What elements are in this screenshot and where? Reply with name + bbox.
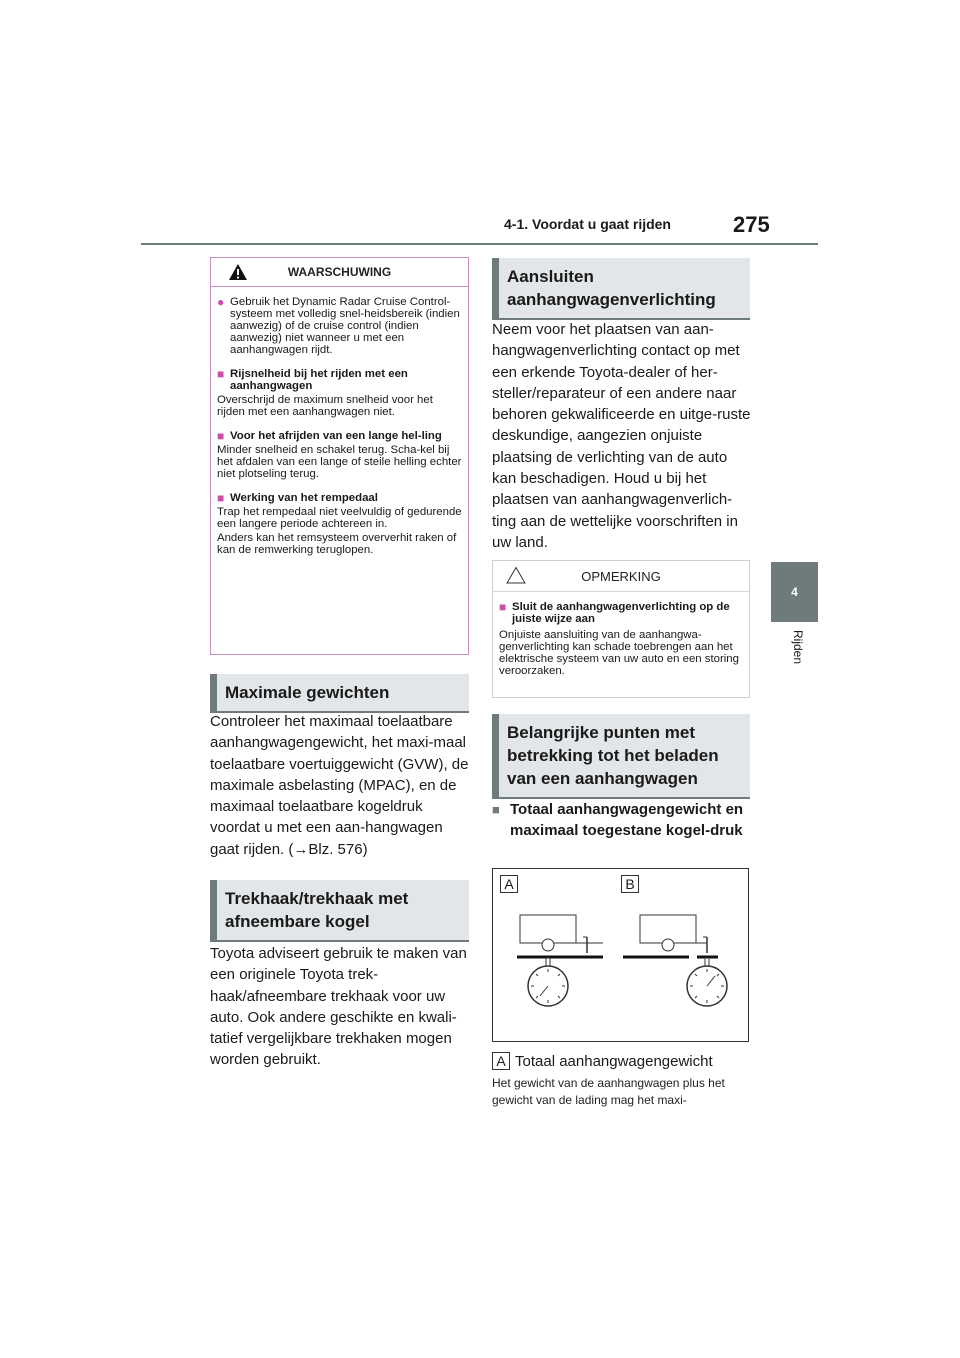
section-heading-hitch: Trekhaak/trekhaak met afneembare kogel bbox=[210, 880, 469, 942]
trailer-weight-diagram bbox=[492, 868, 749, 1042]
warning-header bbox=[211, 258, 468, 287]
header-divider bbox=[141, 243, 818, 245]
warning-item-text: Gebruik het Dynamic Radar Cruise Control-systeem met volledig snel-heidsbereik (indien aanwezig) of de cruise control (indien aanwezig) niet wanneer u met een aanhangwagen rijdt. bbox=[230, 296, 460, 356]
caption-label: A bbox=[492, 1052, 510, 1070]
note-item bbox=[499, 601, 743, 625]
warning-title: WAARSCHUWING bbox=[287, 265, 392, 279]
warning-item-title: Voor het afrijden van een lange hel-ling bbox=[230, 430, 442, 442]
section-title: 4-1. Voordat u gaat rijden bbox=[504, 216, 671, 232]
warning-item bbox=[217, 368, 462, 392]
warning-item bbox=[217, 296, 462, 356]
section-heading-lights: Aansluiten aanhangwagenverlichting bbox=[492, 258, 750, 320]
caution-triangle-icon bbox=[506, 566, 526, 584]
note-title: OPMERKING bbox=[581, 568, 661, 584]
note-box bbox=[492, 560, 750, 698]
square-bullet-icon: ■ bbox=[217, 491, 225, 505]
warning-item-title: Rijsnelheid bij het rijden met een aanhangwagen bbox=[230, 368, 408, 392]
warning-item bbox=[217, 430, 462, 442]
warning-body bbox=[211, 287, 468, 556]
note-body bbox=[493, 592, 749, 677]
trailer-scales-illustration bbox=[493, 869, 748, 1041]
warning-box bbox=[210, 257, 469, 655]
caption-title: Totaal aanhangwagengewicht bbox=[515, 1052, 713, 1070]
lights-text: Neem voor het plaatsen van aan-hangwagenverlichting contact op met een erkende Toyota-dealer of her-steller/reparateur of een andere naar behoren gekwalificeerde en uitge-ruste deskundige, aangezien onjuiste plaatsing de verlichting van de auto kan beschadigen. Houd u bij het plaatsen van aanhangwagenverlich-ting aan de wettelijke voorschriften in uw land. bbox=[492, 321, 751, 551]
caption-row bbox=[492, 1052, 754, 1070]
warning-item-text: Overschrijd de maximum snelheid voor het rijden met een aanhangwagen niet. bbox=[217, 394, 433, 418]
diagram-label-a: A bbox=[500, 875, 518, 893]
chapter-tab: 4 bbox=[771, 562, 818, 622]
warning-item-title: Werking van het rempedaal bbox=[230, 492, 378, 504]
warning-triangle-icon bbox=[228, 263, 248, 281]
square-bullet-icon: ■ bbox=[492, 802, 500, 817]
warning-item-text: Minder snelheid en schakel terug. Scha-kel bij het afdalen van een lange of steile helling echter niet plotseling terug. bbox=[217, 444, 462, 480]
circle-bullet-icon: ● bbox=[217, 295, 225, 309]
note-header bbox=[493, 561, 749, 592]
loading-subheading bbox=[492, 799, 754, 842]
square-bullet-icon: ■ bbox=[217, 429, 225, 443]
square-bullet-icon: ■ bbox=[499, 600, 507, 614]
loading-subheading-text: Totaal aanhangwagengewicht en maximaal toegestane kogel-druk bbox=[510, 801, 744, 840]
diagram-label-b: B bbox=[621, 875, 639, 893]
section-heading-max-weights: Maximale gewichten bbox=[210, 674, 469, 713]
square-bullet-icon: ■ bbox=[217, 367, 225, 381]
page-number: 275 bbox=[733, 212, 770, 237]
warning-item-text: Trap het rempedaal niet veelvuldig of gedurende een langere periode achtereen in. bbox=[217, 506, 462, 530]
max-weights-text: Controleer het maximaal toelaatbare aanhangwagengewicht, het maxi-maal toelaatbare voertuiggewicht (GVW), de maximale asbelasting (MPAC), en de maximaal toelaatbare kogeldruk voordat u met een aan-hangwagen gaat rijden. (→Blz. 576) bbox=[210, 713, 469, 858]
hitch-text: Toyota adviseert gebruik te maken van een originele Toyota trek-haak/afneembare trekhaak voor uw auto. Ook andere geschikte en kwali-tatief vergelijkbare trekhaken mogen worden gebruikt. bbox=[210, 945, 467, 1069]
warning-item-text: Anders kan het remsysteem oververhit raken of kan de remwerking teruglopen. bbox=[217, 532, 457, 556]
note-item-title: Sluit de aanhangwagenverlichting op de juiste wijze aan bbox=[512, 601, 730, 625]
warning-item bbox=[217, 492, 462, 504]
chapter-label: Rijden bbox=[791, 630, 805, 665]
note-item-text: Onjuiste aansluiting van de aanhangwa-genverlichting kan schade toebrengen aan het elektrische systeem van uw auto en een storing veroorzaken. bbox=[499, 629, 739, 677]
section-heading-loading: Belangrijke punten met betrekking tot het beladen van een aanhangwagen bbox=[492, 714, 750, 799]
caption-text: Het gewicht van de aanhangwagen plus het gewicht van de lading mag het maxi- bbox=[492, 1076, 725, 1107]
